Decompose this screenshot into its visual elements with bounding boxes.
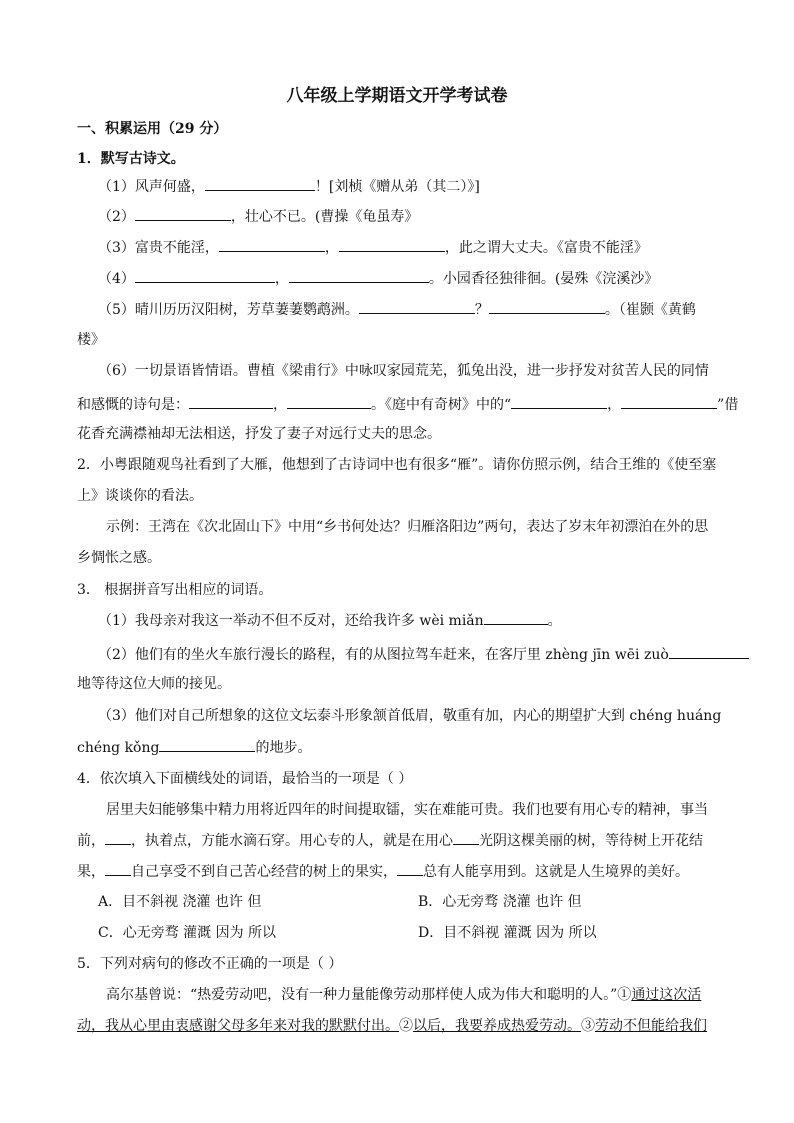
text: 。《庭中有奇树》中的“ <box>371 397 512 413</box>
text: （1）风声何盛， <box>98 179 205 195</box>
answer-blank[interactable] <box>289 268 429 283</box>
text: 的地步。 <box>255 740 312 756</box>
text: ，执着点，方能水滴石穿。用心专的人，就是在用心 <box>131 833 453 849</box>
answer-blank[interactable] <box>205 176 315 191</box>
text: 总有人能享用到。这就是人生境界的美好。 <box>423 864 689 880</box>
q4-option-b[interactable]: B．心无旁骛 浇灌 也许 但 <box>418 894 582 910</box>
answer-blank[interactable] <box>669 644 749 659</box>
text: （2） <box>98 209 135 225</box>
text: （2）他们有的坐火车旅行漫长的路程，有的从图拉驾车赶来，在客厅里 zhèng jīn wēi zuò <box>98 647 669 663</box>
q1-item-5-cont: 楼》 <box>77 332 105 348</box>
q2-stem-line2: 上》谈谈你的看法。 <box>77 488 203 504</box>
q4-option-c[interactable]: C．心无旁骛 灌溉 因为 所以 <box>98 925 277 941</box>
underlined-sentence: 以后，我要养成热爱劳动。 <box>413 1018 581 1034</box>
text: 果， <box>77 864 105 880</box>
text: 和感慨的诗句是： <box>77 397 189 413</box>
answer-blank[interactable] <box>453 830 479 845</box>
text: ”借 <box>717 397 739 413</box>
text: ？ <box>474 302 489 318</box>
q3-item-3: （3）他们对自己所想象的这位文坛泰斗形象颔首低眉，敬重有加，内心的期望扩大到 chéng huáng <box>98 708 722 724</box>
q1-item-6: （6）一切景语皆情语。曹植《梁甫行》中咏叹家园荒芜，狐兔出没，进一步抒发对贫苦人民的同情 <box>98 363 709 379</box>
text: ，此之谓大丈夫。《富贵不能淫》 <box>444 240 648 256</box>
text: 高尔基曾说：“热爱劳动吧，没有一种力量能像劳动那样使人成为伟大和聪明的人。”① <box>106 987 632 1003</box>
answer-blank[interactable] <box>489 299 605 314</box>
q1-item-1 <box>98 176 480 197</box>
text: 。（崔颢《黄鹤 <box>604 302 696 318</box>
q4-text-line3 <box>77 861 689 882</box>
q5-text-line1 <box>106 985 701 1005</box>
text: ， <box>273 397 287 413</box>
q4-stem: 4．依次填入下面横线处的词语，最恰当的一项是（ ） <box>77 771 413 787</box>
q5-stem: 5．下列对病句的修改不正确的一项是（ ） <box>77 956 343 972</box>
q5-text-line2 <box>77 1016 707 1036</box>
underlined-sentence: 劳动不但能给我们 <box>595 1018 707 1034</box>
q1-item-4 <box>98 268 658 289</box>
text: 自己享受不到自己苦心经营的树上的果实， <box>131 864 397 880</box>
circled-number: ② <box>399 1018 413 1034</box>
text: （1）我母亲对我这一举动不但不反对，还给我许多 wèi miǎn <box>98 613 484 629</box>
q4-option-d[interactable]: D．目不斜视 灌溉 因为 所以 <box>418 925 597 941</box>
text: （3）富贵不能淫， <box>98 240 219 256</box>
answer-blank[interactable] <box>397 861 423 876</box>
q1-item-6-line3: 花香充满襟袖却无法相送，抒发了妻子对远行丈夫的思念。 <box>77 426 441 442</box>
answer-blank[interactable] <box>105 830 131 845</box>
underlined-sentence: 通过这次活 <box>631 987 702 1003</box>
answer-blank[interactable] <box>621 394 717 409</box>
q3-item-2-cont: 地等待这位大师的接见。 <box>77 676 231 692</box>
q1-item-6-line2 <box>77 394 738 415</box>
text: 。 <box>547 613 562 629</box>
answer-blank[interactable] <box>105 861 131 876</box>
q3-item-3-cont <box>77 737 311 758</box>
q1-item-3 <box>98 237 648 258</box>
text: ， <box>607 397 622 413</box>
answer-blank[interactable] <box>219 237 325 252</box>
q4-option-a[interactable]: A．目不斜视 浇灌 也许 但 <box>98 894 262 910</box>
text: ， <box>324 240 339 256</box>
answer-blank[interactable] <box>189 394 273 409</box>
q1-stem: 1．默写古诗文。 <box>77 151 185 167</box>
q4-text-line1: 居里夫妇能够集中精力用将近四年的时间提取镭，实在难能可贵。我们也要有用心专的精神，事当 <box>106 802 708 818</box>
q4-text-line2 <box>77 830 703 851</box>
q1-item-5 <box>98 299 696 320</box>
q2-example-line1: 示例：王湾在《次北固山下》中用“乡书何处达？归雁洛阳边”两句，表达了岁末年初漂泊在外的思 <box>106 519 709 535</box>
text: ，壮心不已。(曹操《龟虽寿》 <box>230 209 419 225</box>
q3-item-1 <box>98 610 562 631</box>
answer-blank[interactable] <box>287 394 371 409</box>
underlined-sentence: 动，我从心里由衷感谢父母多年来对我的默默付出。 <box>77 1018 399 1034</box>
section-heading: 一、积累运用（29 分） <box>77 121 228 137</box>
q2-stem-line1: 2．小粤跟随观鸟社看到了大雁，他想到了古诗词中也有很多“雁”。请你仿照示例，结合王维的《使至塞 <box>77 457 717 473</box>
circled-number: ③ <box>581 1018 595 1034</box>
answer-blank[interactable] <box>511 394 607 409</box>
q1-item-2 <box>98 206 418 227</box>
text: 光阴这棵美丽的树，等待树上开花结 <box>479 833 703 849</box>
answer-blank[interactable] <box>159 737 255 752</box>
text: chéng kǒng <box>77 740 160 756</box>
text: ！[刘桢《赠从弟（其二）》] <box>314 179 480 195</box>
text: ， <box>274 271 289 287</box>
text: 前， <box>77 833 105 849</box>
q3-stem: 3． 根据拼音写出相应的词语。 <box>77 582 273 598</box>
answer-blank[interactable] <box>359 299 475 314</box>
answer-blank[interactable] <box>135 268 275 283</box>
q2-example-line2: 乡惆怅之感。 <box>77 550 161 566</box>
answer-blank[interactable] <box>484 610 548 625</box>
answer-blank[interactable] <box>339 237 445 252</box>
text: （5）晴川历历汉阳树，芳草萋萋鹦鹉洲。 <box>98 302 359 318</box>
text: 。小园香径独徘徊。(晏殊《浣溪沙》 <box>428 271 659 287</box>
q3-item-2 <box>98 644 749 665</box>
page-title: 八年级上学期语文开学考试卷 <box>286 86 508 106</box>
answer-blank[interactable] <box>135 206 231 221</box>
text: （4） <box>98 271 135 287</box>
